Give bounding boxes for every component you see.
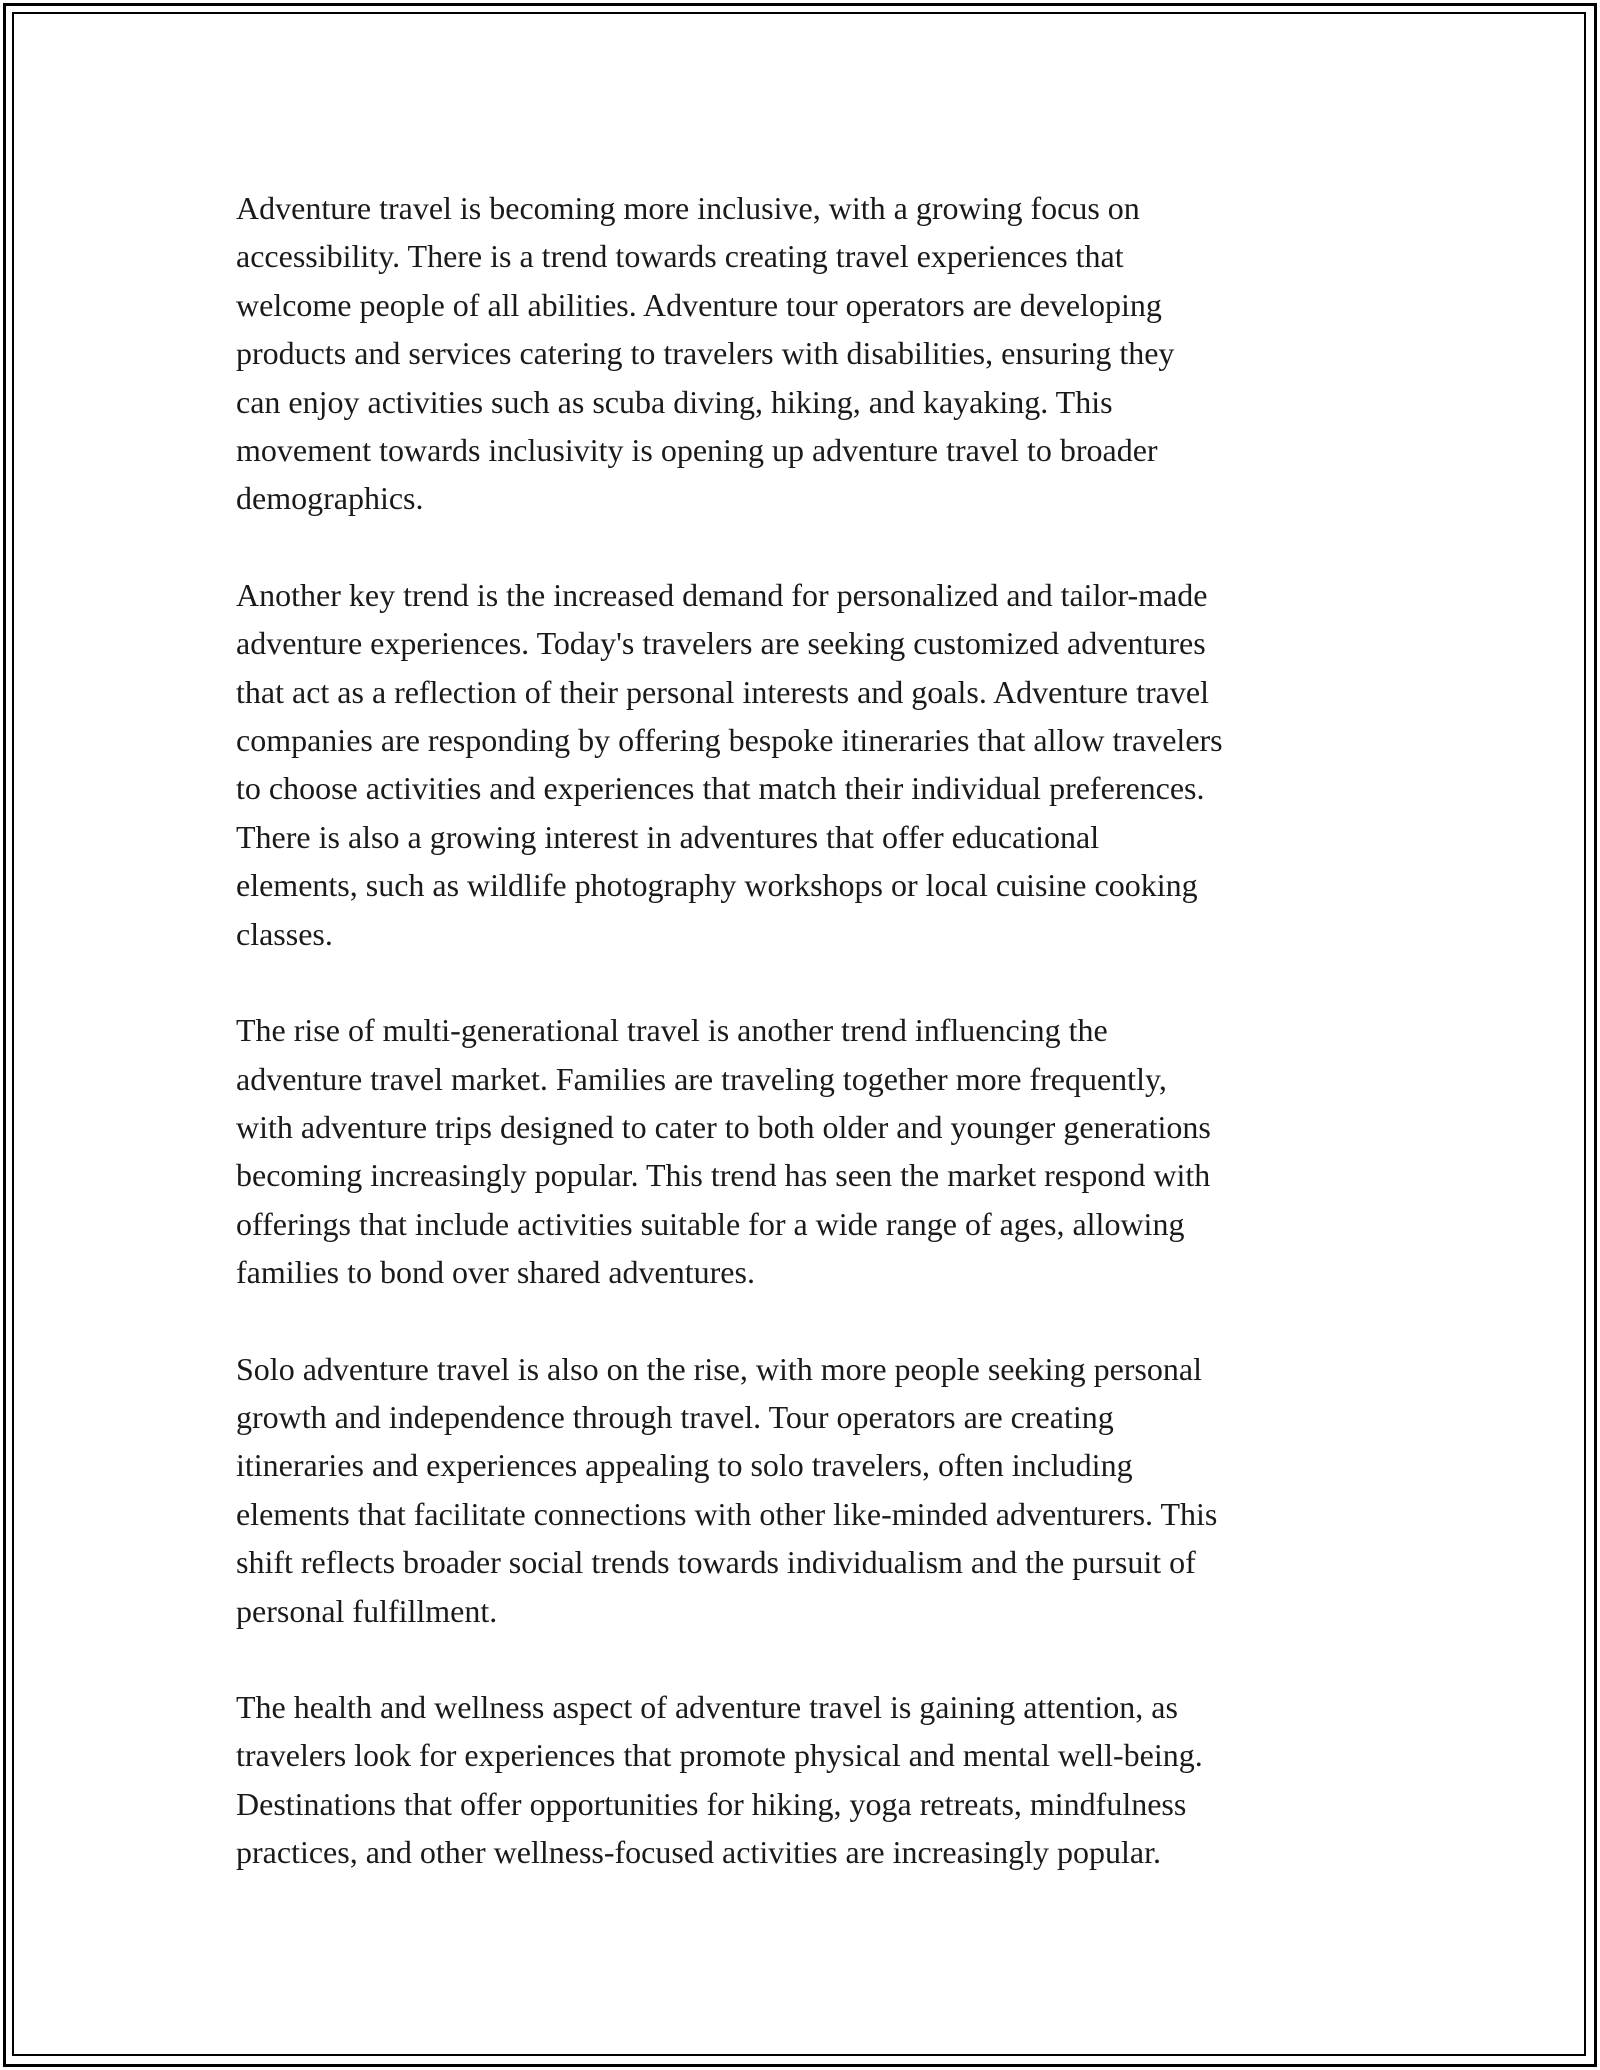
paragraph-health-wellness: The health and wellness aspect of adventure travel is gaining attention, as travelers look for experiences that promote physical and mental well-being. Destinations that offer opportunities for hiking, yoga retreats, mindfulness practices, and other wellness-focused activities are increasingly popular. xyxy=(236,1688,1203,1871)
document-body xyxy=(236,184,1372,1877)
paragraph-inclusive-accessibility: Adventure travel is becoming more inclusive, with a growing focus on accessibility. There is a trend towards creating travel experiences that welcome people of all abilities. Adventure tour operators are developing products and services catering to travelers with disabilities, ensuring they can enjoy activities such as scuba diving, hiking, and kayaking. This movement towards inclusivity is opening up adventure travel to broader demographics. xyxy=(236,190,1175,517)
paragraph-personalized-experiences: Another key trend is the increased demand for personalized and tailor-made adventure experiences. Today's travelers are seeking customized adventures that act as a reflection of their personal interests and goals. Adventure travel companies are responding by offering bespoke itineraries that allow travelers to choose activities and experiences that match their individual preferences. There is also a growing interest in adventures that offer educational elements, such as wildlife photography workshops or local cuisine cooking classes. xyxy=(236,576,1223,952)
paragraph-multi-generational-travel: The rise of multi-generational travel is another trend influencing the adventure travel market. Families are traveling together more frequently, with adventure trips designed to cater to both older and younger generations becoming increasingly popular. This trend has seen the market respond with offerings that include activities suitable for a wide range of ages, allowing families to bond over shared adventures. xyxy=(236,1012,1211,1291)
paragraph-solo-adventure-travel: Solo adventure travel is also on the rise, with more people seeking personal growth and independence through travel. Tour operators are creating itineraries and experiences appealing to solo travelers, often including elements that facilitate connections with other like-minded adventurers. This shift reflects broader social trends towards individualism and the pursuit of personal fulfillment. xyxy=(236,1350,1218,1629)
